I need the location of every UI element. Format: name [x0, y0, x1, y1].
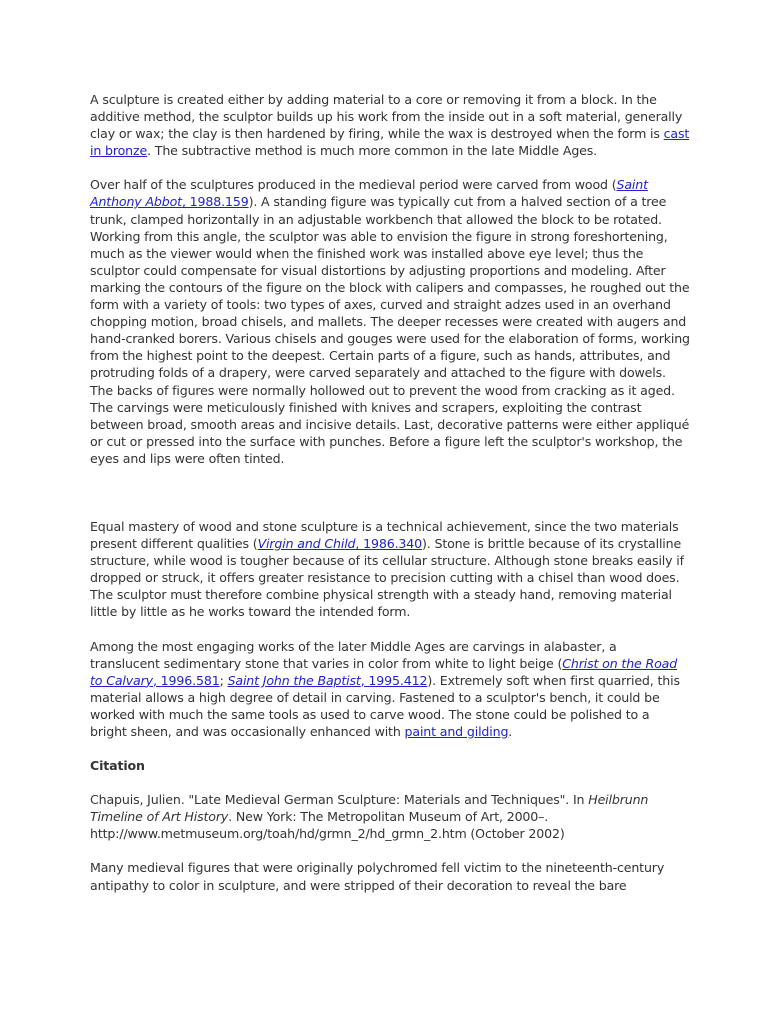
paragraph-alabaster — [90, 638, 690, 741]
paragraph-text: . — [508, 724, 513, 739]
paragraph-text: Equal mastery of wood and stone sculpture is a technical achievement, since the two materials present different qualities ( — [90, 518, 679, 552]
citation-url: http://www.metmuseum.org/toah/hd/grmn_2/hd_grmn_2.htm (October 2002) — [90, 826, 565, 842]
citation-text — [90, 791, 690, 842]
paragraph-polychrome: Many medieval figures that were originally polychromed fell victim to the nineteenth-century antipathy to color in sculpture, and were stripped of their decoration to reveal the bare — [90, 860, 665, 893]
link-title: Christ on the Road to Calvary — [90, 655, 678, 688]
paragraph-text: ). Stone is brittle because of its crystalline structure, while wood is tougher because of its cellular structure. Although stone breaks easily if dropped or struck, it offers greater resistance to precision cutting with a chisel than wood does. The sculptor must therefore combine physical strength with a steady hand, removing material little by little as he works toward the intended form. — [90, 536, 684, 620]
paragraph-text: Over half of the sculptures produced in the medieval period were carved from wood ( — [90, 177, 617, 193]
paragraph-text: ). Extremely soft when first quarried, this material allows a high degree of detail in carving. Fastened to a sculptor's bench, it could be worked with much the same tools as used to carve wood. The stone could be polished to a bright sheen, and was occasionally enhanced with — [90, 672, 680, 739]
citation-heading: Citation — [90, 758, 145, 774]
citation-publisher: . New York: The Metropolitan Museum of Art, 2000–. — [228, 809, 549, 825]
citation-author-title: Chapuis, Julien. "Late Medieval German Sculpture: Materials and Techniques". In — [90, 792, 589, 808]
separator: ; — [219, 672, 228, 688]
link-accession: , 1995.412 — [360, 672, 428, 688]
paragraph-text: A sculpture is created either by adding material to a core or removing it from a block. In the additive method, the sculptor builds up his work from the inside out in a soft material, generally clay or wax; the clay is then hardened by firing, while the wax is destroyed when the form is — [90, 92, 683, 142]
paragraph-wood-and-stone — [90, 518, 690, 621]
link-paint-and-gilding[interactable]: paint and gilding — [404, 724, 509, 739]
link-saint-john-the-baptist[interactable] — [228, 673, 428, 688]
paragraph-text: ). A standing figure was typically cut from a halved section of a tree trunk, clamped horizontally in an adjustable workbench that allowed the block to be rotated. Working from this angle, the sculptor was able to envision the figure in strong foreshortening, much as the viewer would when the finished work was installed above eye level; thus the sculptor could compensate for visual distortions by adjusting proportions and modeling. After marking the contours of the figure on the block with calipers and compasses, he roughed out the form with a variety of tools: two types of axes, curved and straight adzes used in an overhand chopping motion, broad chisels, and mallets. The deeper recesses were created with augers and hand-cranked borers. Various chisels and gouges were used for the elaboration of forms, working from the highest point to the deepest. Certain parts of a figure, such as hands, attributes, and protruding folds of a drapery, were carved separately and attached to the figure with dowels. The backs of figures were normally hollowed out to prevent the wood from cracking as it aged. The carvings were meticulously finished with knives and scrapers, exploiting the contrast between broad, smooth areas and incisive details. Last, decorative patterns were either appliqué or cut or pressed into the surface with punches. Before a figure left the sculptor's workshop, the eyes and lips were often tinted. — [90, 194, 690, 466]
link-cast-in-bronze[interactable]: cast in bronze — [90, 126, 690, 159]
link-title: Virgin and Child — [257, 536, 356, 552]
link-accession: , 1988.159 — [181, 194, 249, 210]
link-accession: , 1996.581 — [152, 672, 220, 688]
paragraph-wood-carving — [90, 176, 690, 467]
paragraph-text: Among the most engaging works of the later Middle Ages are carvings in alabaster, a translucent sedimentary stone that varies in color from white to light beige ( — [90, 638, 617, 671]
link-title: Saint Anthony Abbot — [90, 177, 648, 210]
paragraph-sculpture-methods — [90, 91, 690, 159]
link-virgin-and-child[interactable] — [258, 536, 422, 551]
link-accession: , 1986.340 — [355, 536, 423, 552]
document-page — [90, 91, 690, 911]
citation-publication: Heilbrunn Timeline of Art History — [90, 792, 649, 825]
paragraph-text: . The subtractive method is much more common in the late Middle Ages. — [147, 143, 598, 159]
link-title: Saint John the Baptist — [227, 672, 361, 688]
